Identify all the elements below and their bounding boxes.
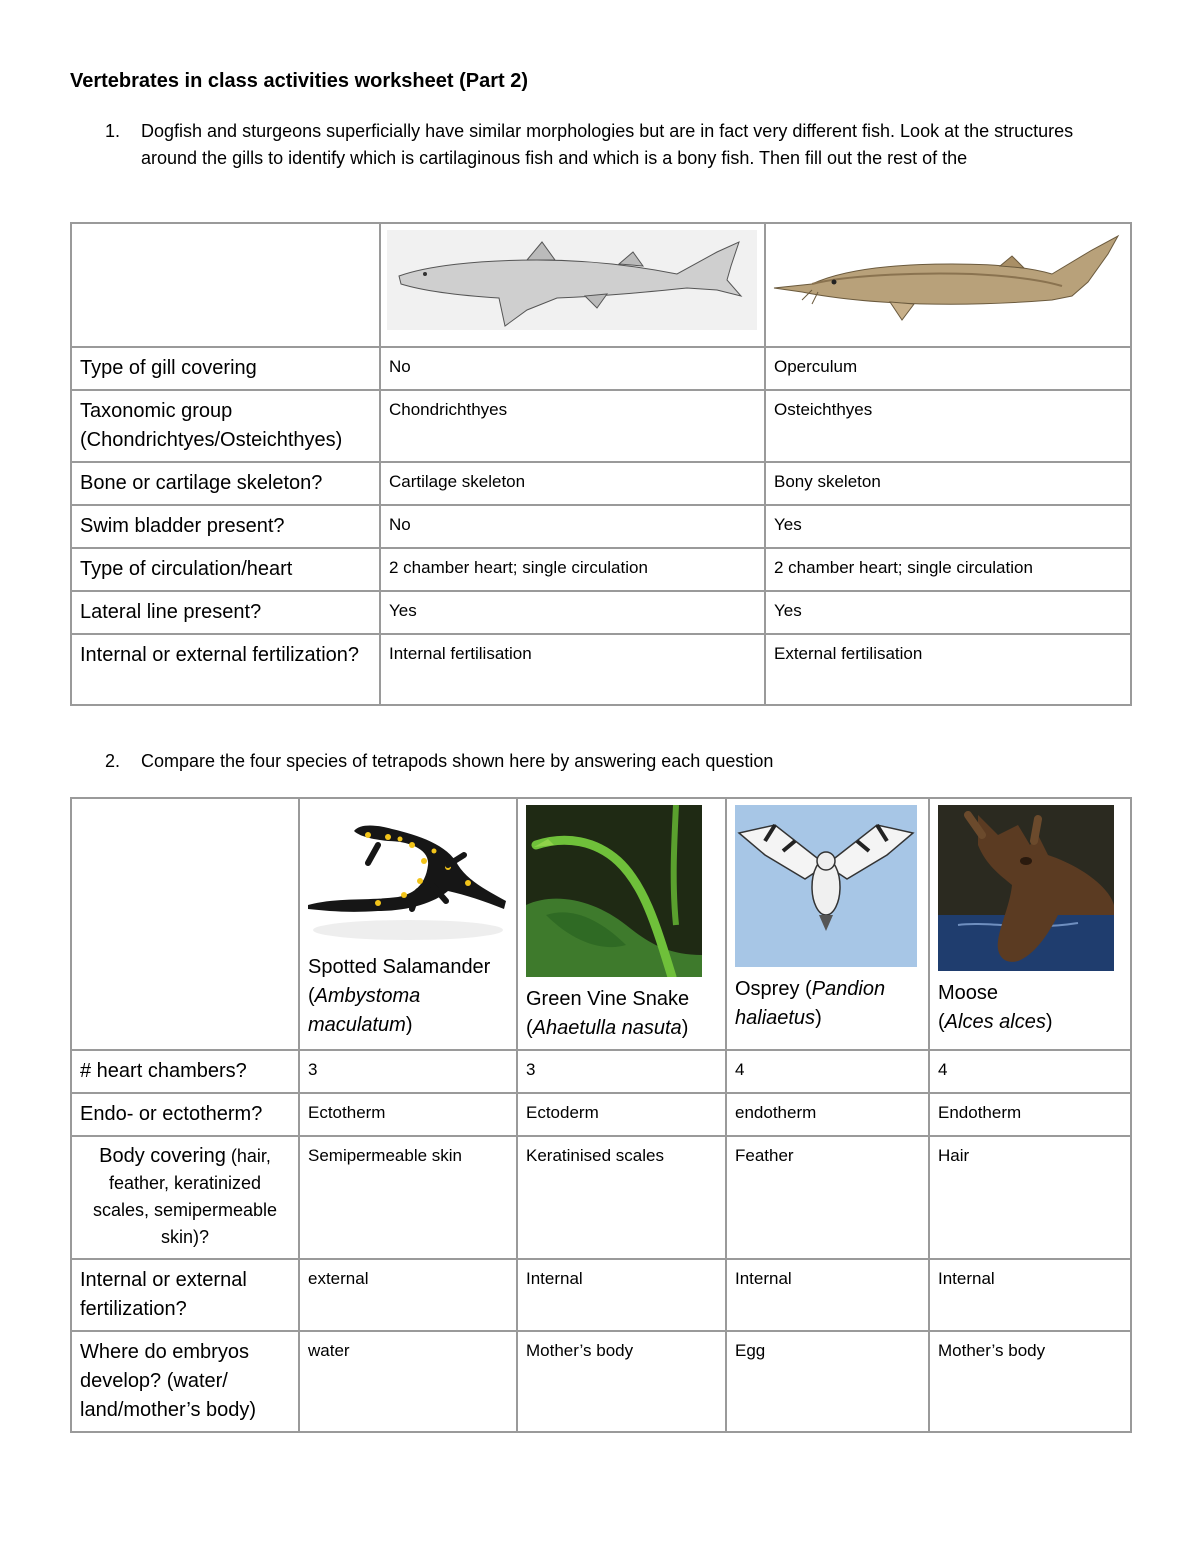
table-row — [71, 462, 1131, 505]
table-cell: water — [299, 1331, 517, 1432]
question-number: 2. — [105, 751, 121, 771]
table-cell: Feather — [726, 1136, 929, 1259]
table-cell: 4 — [929, 1050, 1131, 1093]
table-row — [71, 798, 1131, 1050]
table-cell — [71, 223, 380, 347]
table-cell: 2 chamber heart; single circulation — [380, 548, 765, 591]
paren-open: ( — [805, 978, 812, 1000]
table-cell: Hair — [929, 1136, 1131, 1259]
table-cell: Endotherm — [929, 1093, 1131, 1136]
question-number: 1. — [105, 121, 121, 141]
table-cell: Internal — [929, 1259, 1131, 1331]
question-2 — [105, 748, 1125, 775]
common-name: Green Vine Snake — [526, 988, 690, 1010]
species-name — [938, 979, 1124, 1037]
table-cell: Internal fertilisation — [380, 634, 765, 705]
table-row — [71, 390, 1131, 462]
row-label: Internal or external fertilization? — [71, 1259, 299, 1331]
paren-close: ) — [681, 1017, 689, 1039]
row-label: Type of gill covering — [71, 347, 380, 390]
table-row — [71, 1136, 1131, 1259]
scientific-name: Alces alces — [944, 1011, 1046, 1033]
table-cell: Operculum — [765, 347, 1131, 390]
table-cell: Yes — [765, 505, 1131, 548]
table-cell: Ectoderm — [517, 1093, 726, 1136]
common-name: Moose — [938, 982, 999, 1004]
row-label: # heart chambers? — [71, 1050, 299, 1093]
table-cell: 2 chamber heart; single circulation — [765, 548, 1131, 591]
snake-photo — [526, 805, 702, 977]
table-cell: Ectotherm — [299, 1093, 517, 1136]
table-cell: Chondrichthyes — [380, 390, 765, 462]
table-row — [71, 1050, 1131, 1093]
paren-close: ) — [405, 1014, 413, 1036]
row-label: Taxonomic group (Chondrichtyes/Osteichthyes) — [71, 390, 380, 462]
species-name — [526, 985, 719, 1043]
dogfish-illustration — [387, 230, 757, 330]
common-name: Osprey — [735, 978, 800, 1000]
table-cell: Osteichthyes — [765, 390, 1131, 462]
table-cell: endotherm — [726, 1093, 929, 1136]
table-cell: Cartilage skeleton — [380, 462, 765, 505]
species-cell — [726, 798, 929, 1050]
table-cell: Internal — [726, 1259, 929, 1331]
table-cell: Bony skeleton — [765, 462, 1131, 505]
table-row — [71, 548, 1131, 591]
row-label: Type of circulation/heart — [71, 548, 380, 591]
table-cell — [71, 798, 299, 1050]
moose-photo — [938, 805, 1114, 971]
table-cell: external — [299, 1259, 517, 1331]
osprey-photo — [735, 805, 917, 967]
paren-open: ( — [308, 985, 315, 1007]
table-cell: 3 — [299, 1050, 517, 1093]
common-name: Spotted Salamander — [308, 956, 491, 978]
row-label: Internal or external fertilization? — [71, 634, 380, 705]
table-row — [71, 591, 1131, 634]
table-cell: External fertilisation — [765, 634, 1131, 705]
table-cell: Internal — [517, 1259, 726, 1331]
question-text: Compare the four species of tetrapods shown here by answering each question — [141, 751, 774, 771]
row-label: Where do embryos develop? (water/ land/mother’s body) — [71, 1331, 299, 1432]
row-label: Swim bladder present? — [71, 505, 380, 548]
paren-close: ) — [1045, 1011, 1053, 1033]
paren-open: ( — [526, 1017, 533, 1039]
table-cell: Mother’s body — [517, 1331, 726, 1432]
table-cell: Mother’s body — [929, 1331, 1131, 1432]
table-cell — [765, 223, 1131, 347]
table-cell: Keratinised scales — [517, 1136, 726, 1259]
table-cell: No — [380, 347, 765, 390]
species-cell — [299, 798, 517, 1050]
paren-open: ( — [938, 1011, 945, 1033]
species-cell — [517, 798, 726, 1050]
question-text: Dogfish and sturgeons superficially have similar morphologies but are in fact very different fish. Look at the structures around the gills to identify which is cartilaginous fish and which is a bony fish. Then fill out the rest of the — [141, 121, 1074, 168]
table-row — [71, 347, 1131, 390]
table-row — [71, 505, 1131, 548]
question-1 — [105, 118, 1125, 172]
table-cell: Yes — [765, 591, 1131, 634]
row-label: Bone or cartilage skeleton? — [71, 462, 380, 505]
table-cell: No — [380, 505, 765, 548]
salamander-photo — [308, 805, 508, 945]
table-row — [71, 1259, 1131, 1331]
table-cell — [380, 223, 765, 347]
tetrapod-comparison-table — [70, 797, 1132, 1433]
row-label-detail: (hair, feather, keratinized scales, semipermeable skin)? — [92, 1146, 278, 1247]
row-label: Lateral line present? — [71, 591, 380, 634]
row-label-main: Body covering — [99, 1145, 226, 1167]
table-cell: Yes — [380, 591, 765, 634]
scientific-name: Ahaetulla nasuta — [532, 1017, 682, 1039]
table-row — [71, 1331, 1131, 1432]
row-label: Endo- or ectotherm? — [71, 1093, 299, 1136]
scientific-name: Pandion haliaetus — [735, 978, 886, 1029]
row-label — [71, 1136, 299, 1259]
species-name — [308, 953, 510, 1040]
table-cell: 4 — [726, 1050, 929, 1093]
table-row — [71, 1093, 1131, 1136]
worksheet-title: Vertebrates in class activities worksheet (Part 2) — [70, 70, 528, 92]
table-row — [71, 223, 1131, 347]
sturgeon-illustration — [772, 230, 1126, 330]
table-cell: Semipermeable skin — [299, 1136, 517, 1259]
fish-comparison-table — [70, 222, 1132, 706]
table-cell: 3 — [517, 1050, 726, 1093]
table-cell: Egg — [726, 1331, 929, 1432]
species-name — [735, 975, 922, 1033]
scientific-name: Ambystoma maculatum — [308, 985, 421, 1036]
species-cell — [929, 798, 1131, 1050]
table-row — [71, 634, 1131, 705]
paren-close: ) — [815, 1007, 822, 1029]
